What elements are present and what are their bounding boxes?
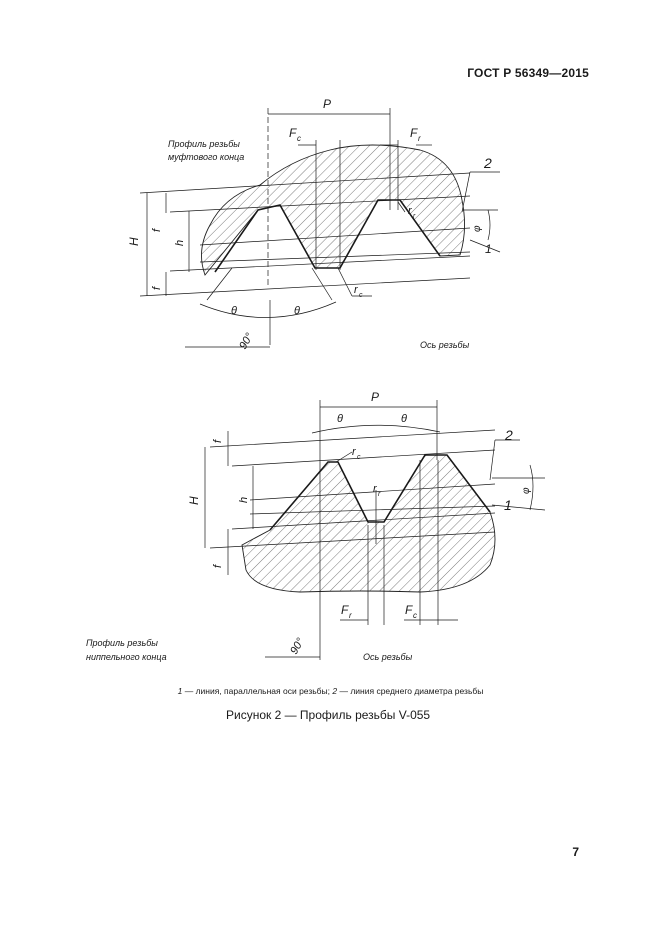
bottom-label-fr: f xyxy=(212,564,224,568)
legend-num-2: 2 xyxy=(332,686,338,696)
bottom-label-2: 2 xyxy=(505,427,513,443)
bottom-label-Fc: F xyxy=(405,603,413,617)
top-label-theta-left: θ xyxy=(231,305,237,317)
bottom-label-rc: r xyxy=(352,446,356,458)
figure-caption: Рисунок 2 — Профиль резьбы V-055 xyxy=(226,708,431,722)
top-label-h: h xyxy=(174,239,186,246)
bottom-axis-label: Ось резьбы xyxy=(363,652,413,662)
top-label-fc: f xyxy=(151,286,163,290)
top-label-H: H xyxy=(127,237,141,246)
bottom-label-1: 1 xyxy=(504,497,512,513)
bottom-label-h: h xyxy=(238,496,250,503)
bottom-label-H: H xyxy=(187,496,201,505)
top-label-90: 90° xyxy=(237,331,256,352)
top-label-rc-sub: c xyxy=(359,292,363,299)
bottom-title-line1: Профиль резьбы xyxy=(86,638,158,648)
bottom-label-90: 90° xyxy=(288,636,307,657)
legend-num-1: 1 xyxy=(177,686,183,696)
legend-text-1: — линия, параллельная оси резьбы; xyxy=(182,686,333,696)
top-label-fr: f xyxy=(151,228,163,232)
top-label-1: 1 xyxy=(485,242,492,256)
bottom-label-phi: φ xyxy=(521,487,532,494)
top-label-rr-sub: r xyxy=(413,213,416,220)
bottom-label-theta-left: θ xyxy=(337,413,343,425)
bottom-hatched-body xyxy=(242,455,495,592)
page-number: 7 xyxy=(572,845,579,859)
top-label-Fr-sub: r xyxy=(418,134,421,143)
bottom-label-rr: r xyxy=(373,483,377,495)
top-label-Fc: F xyxy=(289,126,297,140)
top-label-rr: r xyxy=(408,205,412,217)
top-title-line1: Профиль резьбы xyxy=(168,139,240,149)
bottom-label-fc: f xyxy=(212,439,224,443)
bottom-profile xyxy=(205,400,545,660)
top-title-line2: муфтового конца xyxy=(168,152,245,162)
bottom-label-Fc-sub: c xyxy=(413,611,417,620)
top-label-P: P xyxy=(323,97,332,111)
top-hatched-body xyxy=(201,145,464,275)
bottom-label-Fr: F xyxy=(341,603,349,617)
bottom-label-Fr-sub: r xyxy=(349,611,352,620)
top-label-theta-right: θ xyxy=(294,305,300,317)
top-label-2: 2 xyxy=(484,155,492,171)
bottom-label-theta-right: θ xyxy=(401,413,407,425)
legend-text-2: — линия среднего диаметра резьбы xyxy=(337,686,484,696)
top-label-Fc-sub: c xyxy=(297,134,301,143)
figure-legend xyxy=(0,686,661,696)
bottom-label-P: P xyxy=(371,390,380,404)
top-label-rc: r xyxy=(354,284,358,296)
bottom-label-rr-sub: r xyxy=(378,491,381,498)
top-axis-label: Ось резьбы xyxy=(420,340,470,350)
document-header: ГОСТ Р 56349—2015 xyxy=(467,66,589,80)
bottom-label-rc-sub: c xyxy=(357,454,361,461)
bottom-title-line2: ниппельного конца xyxy=(86,652,167,662)
top-label-Fr: F xyxy=(410,126,418,140)
top-label-phi: φ xyxy=(472,225,483,232)
